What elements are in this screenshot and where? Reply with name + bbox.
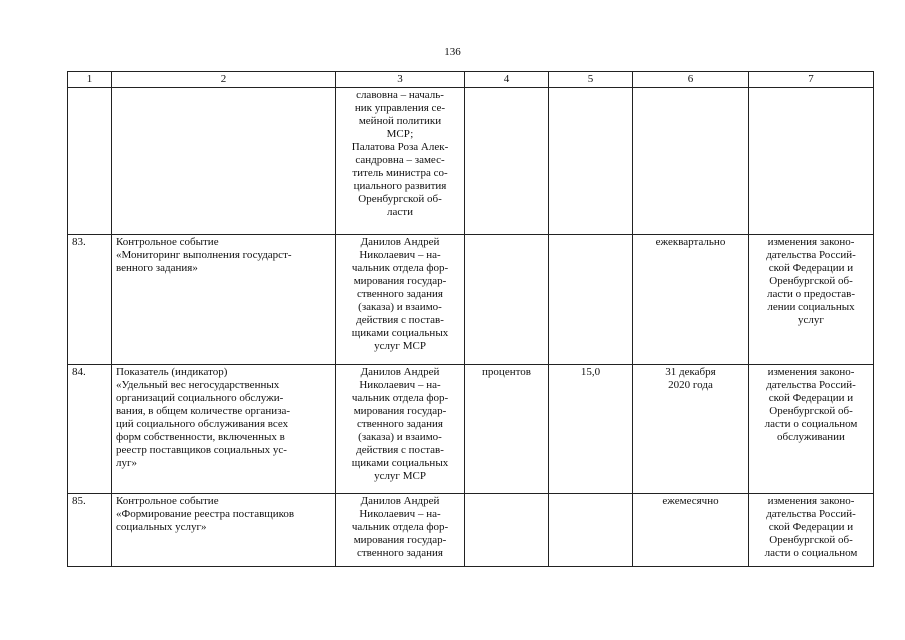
deadline-cell: ежеквартально <box>633 235 749 365</box>
responsible-cell: Данилов Андрей Николаевич – на- чальник отдела фор- мирования государ- ственного задания (заказа) и взаимо- действия с постав- щиками социальных услуг МСР <box>336 365 465 494</box>
deadline-cell <box>633 88 749 235</box>
row-number: 85. <box>68 494 112 567</box>
row-number: 83. <box>68 235 112 365</box>
note-cell: изменения законо- дательства Россий- ской Федерации и Оренбургской об- ласти о предостав- лении социальных услуг <box>749 235 874 365</box>
responsible-cell: Данилов Андрей Николаевич – на- чальник отдела фор- мирования государ- ственного задания (заказа) и взаимо- действия с постав- щиками социальных услуг МСР <box>336 235 465 365</box>
value-cell <box>549 88 633 235</box>
header-row <box>68 72 874 88</box>
col-header-7: 7 <box>749 72 874 88</box>
deadline-cell: ежемесячно <box>633 494 749 567</box>
col-header-6: 6 <box>633 72 749 88</box>
col-header-3: 3 <box>336 72 465 88</box>
unit-cell <box>465 88 549 235</box>
responsible-cell: Данилов Андрей Николаевич – на- чальник отдела фор- мирования государ- ственного задания <box>336 494 465 567</box>
event-cell: Контрольное событие «Формирование реестра поставщиков социальных услуг» <box>112 494 336 567</box>
responsible-cell: славовна – началь- ник управления се- мейной политики МСР; Палатова Роза Алек- сандровна – замес- титель министра со- циального развития Оренбургской об- ласти <box>336 88 465 235</box>
program-table <box>67 71 874 567</box>
col-header-2: 2 <box>112 72 336 88</box>
table-row <box>68 235 874 365</box>
unit-cell: процентов <box>465 365 549 494</box>
value-cell <box>549 494 633 567</box>
note-cell <box>749 88 874 235</box>
table-row <box>68 88 874 235</box>
row-number: 84. <box>68 365 112 494</box>
deadline-cell: 31 декабря 2020 года <box>633 365 749 494</box>
event-cell: Показатель (индикатор) «Удельный вес негосударственных организаций социального обслужи- вания, в общем количестве организа- ций социального обслуживания всех форм собственности, включенных в реестр поставщиков социальных ус- луг» <box>112 365 336 494</box>
unit-cell <box>465 494 549 567</box>
col-header-1: 1 <box>68 72 112 88</box>
table-row <box>68 494 874 567</box>
value-cell: 15,0 <box>549 365 633 494</box>
event-cell <box>112 88 336 235</box>
col-header-5: 5 <box>549 72 633 88</box>
note-cell: изменения законо- дательства Россий- ской Федерации и Оренбургской об- ласти о социальном <box>749 494 874 567</box>
value-cell <box>549 235 633 365</box>
page-number: 136 <box>444 46 461 58</box>
col-header-4: 4 <box>465 72 549 88</box>
unit-cell <box>465 235 549 365</box>
row-number <box>68 88 112 235</box>
note-cell: изменения законо- дательства Россий- ской Федерации и Оренбургской об- ласти о социальном обслуживании <box>749 365 874 494</box>
table-row <box>68 365 874 494</box>
event-cell: Контрольное событие «Мониторинг выполнения государст- венного задания» <box>112 235 336 365</box>
